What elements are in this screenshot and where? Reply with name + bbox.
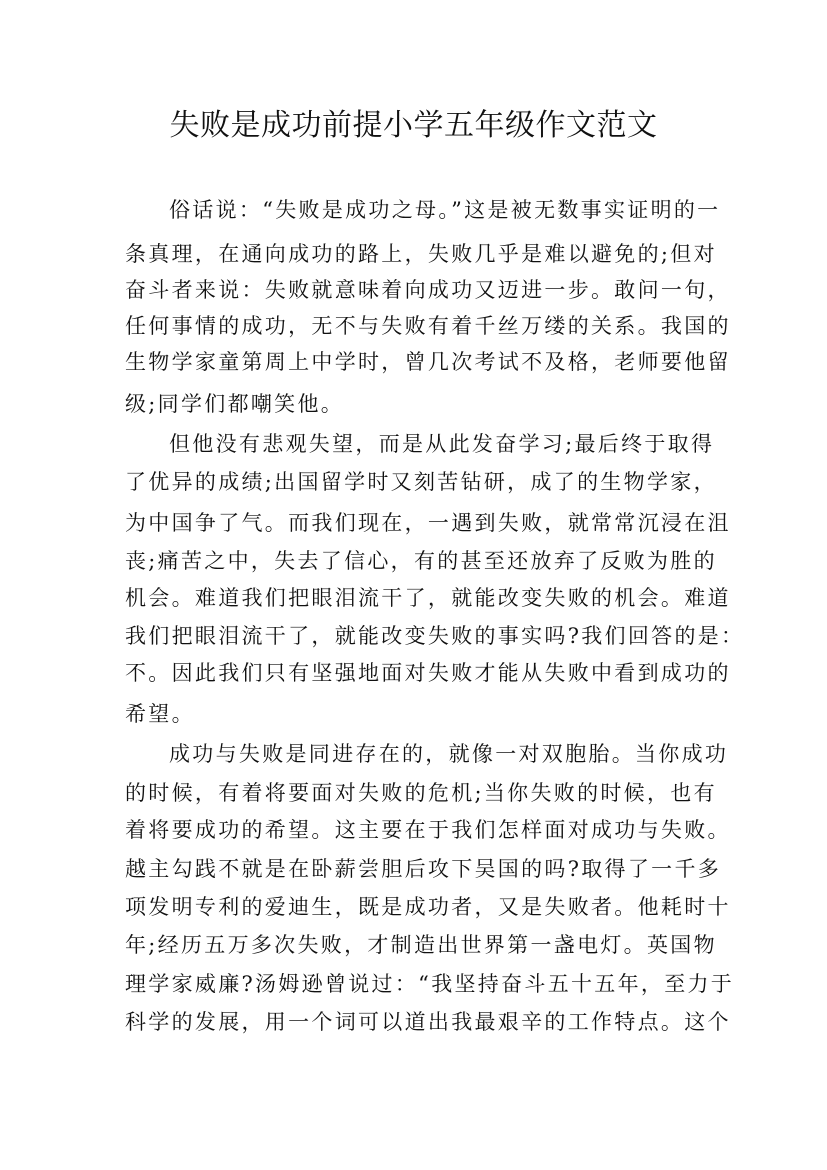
paragraph-3-line-5: 项发明专利的爱迪生，既是成功者，又是失败者。他耗时十 [125, 895, 731, 919]
paragraph-2-line-7: 不。因此我们只有坚强地面对失败才能从失败中看到成功的 [125, 661, 731, 685]
paragraph-3-line-7: 理学家威廉?汤姆逊曾说过：“我坚持奋斗五十五年，至力于 [125, 972, 735, 996]
paragraph-2-line-6: 我们把眼泪流干了，就能改变失败的事实吗?我们回答的是： [125, 624, 745, 648]
paragraph-1-line-6: 级;同学们都嘲笑他。 [125, 392, 345, 416]
paragraph-3-line-1: 成功与失败是同进存在的，就像一对双胞胎。当你成功 [169, 742, 729, 766]
document-title: 失败是成功前提小学五年级作文范文 [169, 108, 658, 143]
paragraph-3-line-6: 年;经历五万多次失败，才制造出世界第一盏电灯。英国物 [125, 933, 717, 957]
paragraph-2-line-8: 希望。 [125, 702, 195, 726]
paragraph-1-line-3: 奋斗者来说：失败就意味着向成功又迈进一步。敢问一句， [125, 278, 731, 302]
paragraph-1-line-4: 任何事情的成功，无不与失败有着千丝万缕的关系。我国的 [125, 314, 731, 338]
paragraph-2-line-2: 了优异的成绩;出国留学时又刻苦钻研，成了的生物学家， [125, 470, 717, 494]
paragraph-3-line-8: 科学的发展，用一个词可以道出我最艰辛的工作特点。这个 [125, 1010, 731, 1034]
paragraph-3-line-2: 的时候，有着将要面对失败的危机;当你失败的时候，也有 [125, 781, 717, 805]
paragraph-1-line-5: 生物学家童第周上中学时，曾几次考试不及格，老师要他留 [125, 350, 731, 374]
paragraph-3-line-3: 着将要成功的希望。这主要在于我们怎样面对成功与失败。 [125, 818, 731, 842]
paragraph-2-line-5: 机会。难道我们把眼泪流干了，就能改变失败的机会。难道 [125, 586, 731, 610]
paragraph-2-line-3: 为中国争了气。而我们现在，一遇到失败，就常常沉浸在沮 [125, 511, 731, 535]
paragraph-1-line-2: 条真理，在通向成功的路上，失败几乎是难以避免的;但对 [125, 242, 717, 266]
paragraph-1-line-1: 俗话说：“失败是成功之母。”这是被无数事实证明的一 [169, 198, 721, 222]
paragraph-2-line-4: 丧;痛苦之中，失去了信心，有的甚至还放弃了反败为胜的 [125, 549, 717, 573]
paragraph-2-line-1: 但他没有悲观失望，而是从此发奋学习;最后终于取得 [169, 432, 715, 456]
paragraph-3-line-4: 越主勾践不就是在卧薪尝胆后攻下吴国的吗?取得了一千多 [125, 857, 722, 881]
